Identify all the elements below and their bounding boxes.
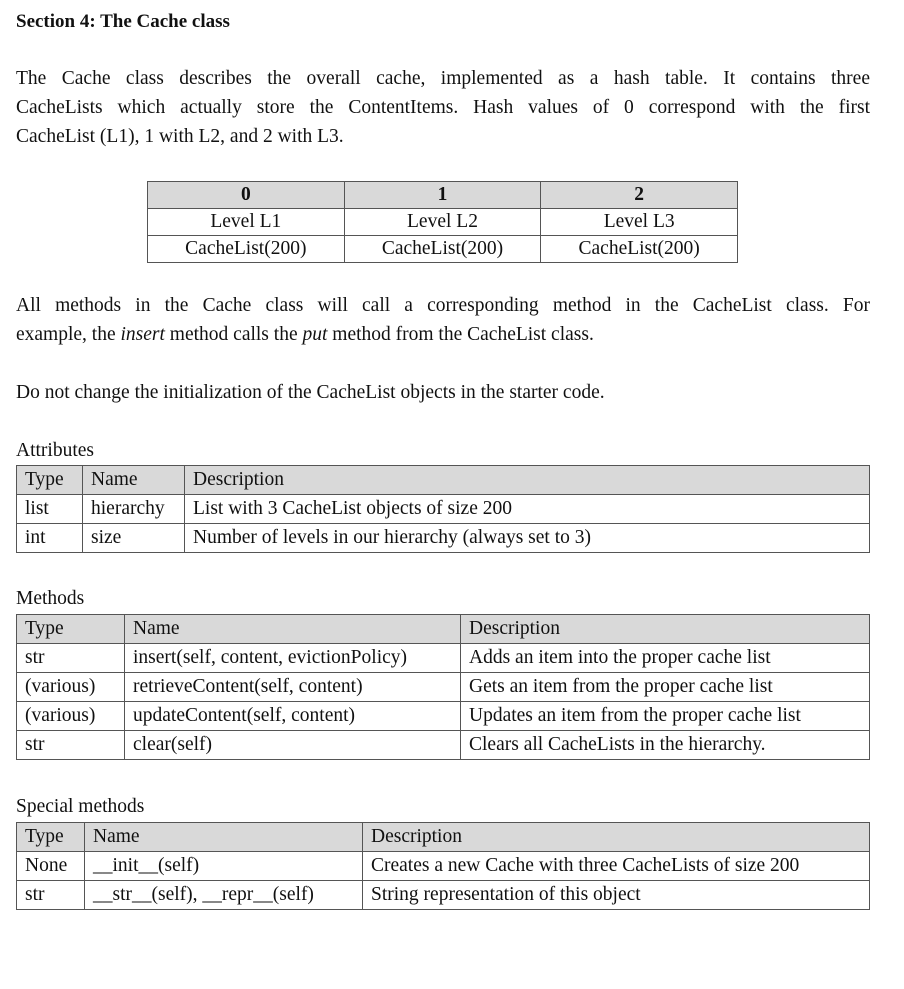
methods-note-line xyxy=(16,320,870,349)
hash-cell: CacheList(200) xyxy=(541,236,738,263)
special-methods-caption: Special methods xyxy=(16,796,145,817)
hash-cell: Level L3 xyxy=(541,209,738,236)
method-description-cell: Adds an item into the proper cache list xyxy=(461,644,870,673)
method-type-cell: (various) xyxy=(17,673,125,702)
hash-cell: Level L1 xyxy=(148,209,345,236)
section-title: Section 4: The Cache class xyxy=(16,11,230,32)
column-header-name: Name xyxy=(85,823,363,852)
intro-line: CacheLists which actually store the ContentItems. Hash values of 0 correspond with the first xyxy=(16,97,870,118)
special-methods-table xyxy=(16,822,870,910)
column-header-description: Description xyxy=(185,466,870,495)
methods-note-paragraph xyxy=(16,291,870,349)
method-name-cell: insert(self, content, evictionPolicy) xyxy=(125,644,461,673)
hash-cell: Level L2 xyxy=(344,209,541,236)
column-header-description: Description xyxy=(363,823,870,852)
method-description-cell: Updates an item from the proper cache list xyxy=(461,702,870,731)
put-term: put xyxy=(302,324,328,345)
table-row xyxy=(148,209,738,236)
attributes-table xyxy=(16,465,870,553)
methods-note-line: All methods in the Cache class will call a corresponding method in the CacheList class. For xyxy=(16,295,870,316)
table-row xyxy=(17,881,870,910)
column-header-name: Name xyxy=(83,466,185,495)
method-name-cell: retrieveContent(self, content) xyxy=(125,673,461,702)
hash-cell: CacheList(200) xyxy=(148,236,345,263)
special-type-cell: str xyxy=(17,881,85,910)
methods-header-row xyxy=(17,615,870,644)
column-header-type: Type xyxy=(17,466,83,495)
column-header-description: Description xyxy=(461,615,870,644)
hash-table-header-row xyxy=(148,182,738,209)
special-methods-header-row xyxy=(17,823,870,852)
intro-line: CacheList (L1), 1 with L2, and 2 with L3. xyxy=(16,126,344,147)
attr-type-cell: int xyxy=(17,524,83,553)
methods-note-text: method from the CacheList class. xyxy=(327,324,594,345)
special-name-cell: __str__(self), __repr__(self) xyxy=(85,881,363,910)
hash-header-0: 0 xyxy=(148,182,345,209)
method-type-cell: (various) xyxy=(17,702,125,731)
special-type-cell: None xyxy=(17,852,85,881)
table-row xyxy=(17,644,870,673)
intro-paragraph xyxy=(16,64,870,151)
method-description-cell: Gets an item from the proper cache list xyxy=(461,673,870,702)
hash-table xyxy=(147,181,738,263)
table-row xyxy=(17,673,870,702)
table-row xyxy=(17,524,870,553)
methods-note-text: example, the xyxy=(16,324,121,345)
hash-header-1: 1 xyxy=(344,182,541,209)
column-header-type: Type xyxy=(17,615,125,644)
column-header-type: Type xyxy=(17,823,85,852)
insert-term: insert xyxy=(120,324,165,345)
attr-description-cell: Number of levels in our hierarchy (always set to 3) xyxy=(185,524,870,553)
init-note-line: Do not change the initialization of the CacheList objects in the starter code. xyxy=(16,382,605,403)
special-description-cell: String representation of this object xyxy=(363,881,870,910)
attr-type-cell: list xyxy=(17,495,83,524)
method-description-cell: Clears all CacheLists in the hierarchy. xyxy=(461,731,870,760)
methods-note-text: method calls the xyxy=(164,324,303,345)
hash-cell: CacheList(200) xyxy=(344,236,541,263)
special-name-cell: __init__(self) xyxy=(85,852,363,881)
intro-line: The Cache class describes the overall cache, implemented as a hash table. It contains three xyxy=(16,68,870,89)
attributes-header-row xyxy=(17,466,870,495)
hash-header-2: 2 xyxy=(541,182,738,209)
table-row xyxy=(17,702,870,731)
attributes-caption: Attributes xyxy=(16,440,94,461)
table-row xyxy=(17,731,870,760)
attr-description-cell: List with 3 CacheList objects of size 200 xyxy=(185,495,870,524)
methods-table xyxy=(16,614,870,760)
table-row xyxy=(17,495,870,524)
method-type-cell: str xyxy=(17,731,125,760)
table-row xyxy=(148,236,738,263)
method-name-cell: updateContent(self, content) xyxy=(125,702,461,731)
method-name-cell: clear(self) xyxy=(125,731,461,760)
method-type-cell: str xyxy=(17,644,125,673)
attr-name-cell: hierarchy xyxy=(83,495,185,524)
attr-name-cell: size xyxy=(83,524,185,553)
methods-caption: Methods xyxy=(16,588,85,609)
column-header-name: Name xyxy=(125,615,461,644)
special-description-cell: Creates a new Cache with three CacheLists of size 200 xyxy=(363,852,870,881)
table-row xyxy=(17,852,870,881)
init-note-paragraph xyxy=(16,378,870,407)
